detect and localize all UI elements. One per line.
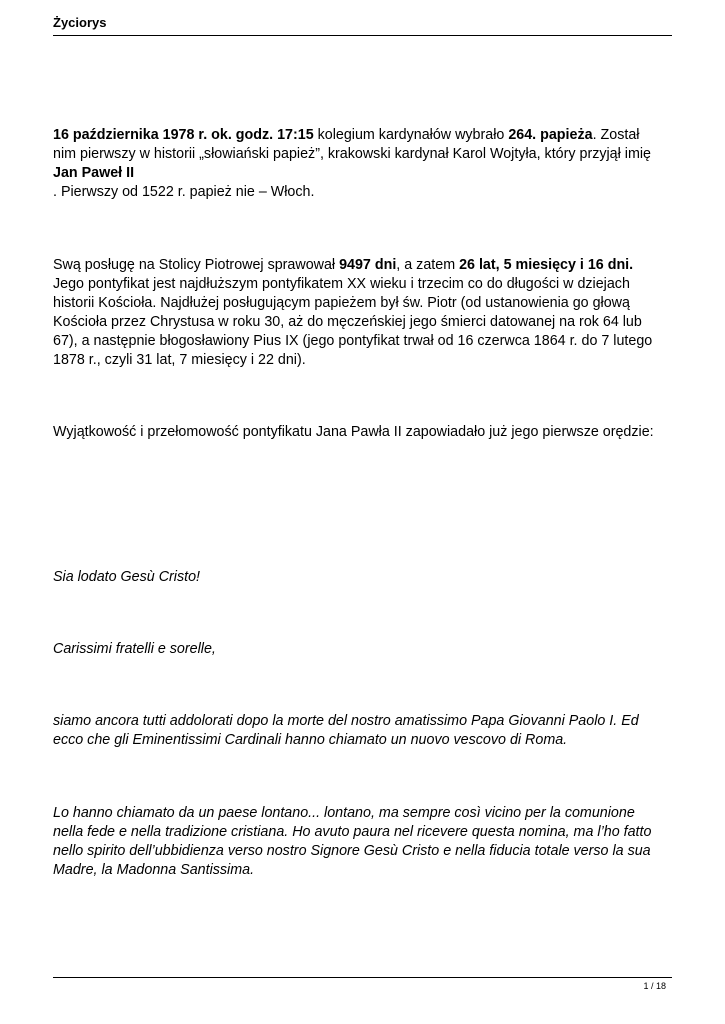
paragraph-line: . Pierwszy od 1522 r. papież nie – Włoch. (53, 184, 315, 200)
inline-text: . Został (592, 127, 640, 143)
paragraph-line: Kościoła przez Chrystusa w roku 30, aż do męczeńskiej jego śmierci datowanej na rok 64 lub (53, 314, 642, 330)
paragraph-line: Wyjątkowość i przełomowość pontyfikatu Jana Pawła II zapowiadało już jego pierwsze orędzie: (53, 424, 654, 440)
paragraph-line: nim pierwszy w historii „słowiański papież”, krakowski kardynał Karol Wojtyła, który przyjął imię (53, 146, 651, 162)
paragraph-line: 67), a następnie błogosławiony Pius IX (jego pontyfikat trwał od 16 czerwca 1864 r. do 7 lutego (53, 333, 653, 349)
paragraph-line: Jego pontyfikat jest najdłuższym pontyfikatem XX wieku i trzecim co do długości w dziejach (53, 276, 630, 292)
paragraph-line (53, 256, 673, 275)
paragraph-line: 1878 r., czyli 31 lat, 7 miesięcy i 22 dni). (53, 352, 306, 368)
paragraph-salutation (53, 640, 673, 659)
paragraph-first-message (53, 423, 673, 442)
header-divider (53, 35, 672, 36)
bold-date: 16 października 1978 r. ok. godz. 17:15 (53, 127, 314, 143)
paragraph-line: Lo hanno chiamato da un paese lontano... lontano, ma sempre così vicino per la comunione (53, 805, 635, 821)
inline-text: , a zatem (396, 257, 460, 273)
paragraph-line (53, 164, 673, 183)
paragraph-line: nella fede e nella tradizione cristiana. Ho avuto paura nel ricevere questa nomina, ma l’ho fatto (53, 824, 652, 840)
paragraph-mourning (53, 712, 673, 750)
bold-duration: 26 lat, 5 miesięcy i 16 dni. (459, 257, 634, 273)
paragraph-line: ecco che gli Eminentissimi Cardinali hanno chiamato un nuovo vescovo di Roma. (53, 732, 568, 748)
paragraph-line: Carissimi fratelli e sorelle, (53, 641, 216, 657)
paragraph-line (53, 126, 673, 145)
inline-text: kolegium kardynałów wybrało (313, 127, 509, 143)
bold-pope-name: Jan Paweł II (53, 165, 135, 181)
paragraph-line: siamo ancora tutti addolorati dopo la morte del nostro amatissimo Papa Giovanni Paolo I. Ed (53, 713, 639, 729)
paragraph-greeting (53, 568, 673, 587)
paragraph-pontificate-length (53, 256, 673, 370)
paragraph-election (53, 126, 673, 202)
bold-days: 9497 dni (339, 257, 397, 273)
page-header-title: Życiorys (53, 15, 107, 30)
bold-pope-number: 264. papieża (508, 127, 593, 143)
paragraph-line: Sia lodato Gesù Cristo! (53, 569, 201, 585)
paragraph-line: Madre, la Madonna Santissima. (53, 862, 255, 878)
paragraph-distant-country (53, 804, 673, 880)
footer-divider (53, 977, 672, 978)
inline-text: Swą posługę na Stolicy Piotrowej sprawował (53, 257, 340, 273)
paragraph-line: historii Kościoła. Najdłużej posługującym papieżem był św. Piotr (od ustanowienia go głową (53, 295, 630, 311)
page-number: 1 / 18 (643, 981, 666, 991)
paragraph-line: nello spirito dell’ubbidienza verso nostro Signore Gesù Cristo e nella fiducia totale verso la sua (53, 843, 651, 859)
